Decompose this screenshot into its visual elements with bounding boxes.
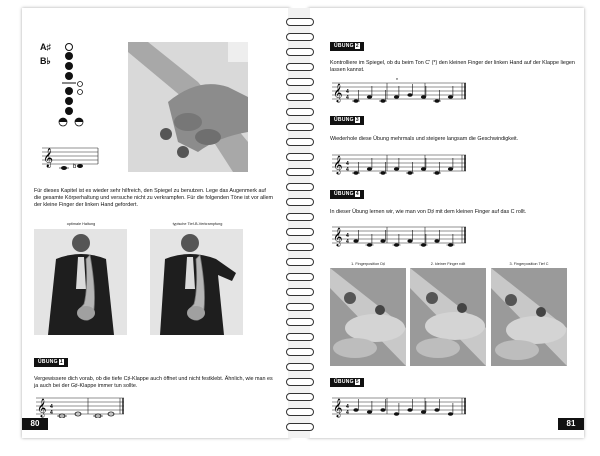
svg-text:4: 4 (346, 167, 349, 173)
svg-text:𝄞: 𝄞 (43, 148, 54, 168)
svg-text:4: 4 (346, 161, 349, 167)
binding-ring (286, 348, 314, 356)
page-number-right: 81 (558, 418, 584, 430)
binding-ring (286, 408, 314, 416)
binding-ring (286, 318, 314, 326)
svg-text:𝄞: 𝄞 (333, 398, 343, 417)
svg-text:b: b (73, 164, 77, 170)
svg-text:4: 4 (346, 404, 349, 410)
notation-low-notes (40, 142, 100, 170)
exercise-2-notation (330, 78, 470, 104)
svg-text:*: * (396, 78, 398, 84)
binding-ring (286, 138, 314, 146)
svg-text:𝄞: 𝄞 (333, 227, 343, 246)
photo-tense-posture (150, 229, 243, 335)
binding-ring (286, 93, 314, 101)
binding-ring (286, 363, 314, 371)
binding-ring (286, 123, 314, 131)
binding-ring (286, 243, 314, 251)
svg-text:4: 4 (346, 233, 349, 239)
key-3 (65, 72, 73, 80)
exercise-4-text: In dieser Übung lernen wir, wie man von D♯ mit dem kleinen Finger auf das C rollt. (330, 209, 527, 215)
exercise-3-text: Wiederhole diese Übung mehrmals und steigere langsam die Geschwindigkeit. (330, 136, 519, 142)
binding-ring (286, 18, 314, 26)
exercise-1-tag: ÜBUNG 1 (34, 358, 68, 367)
binding-ring (286, 108, 314, 116)
binding-ring (286, 333, 314, 341)
binding-ring (286, 213, 314, 221)
exercise-1-text: Vergewissere dich vorab, ob die tiefe C♯-Klappe auch öffnet und nicht festklebt. Ähnlich, wie man es ja auch bei der G♯-Klappe immer tun sollte. (34, 376, 273, 390)
svg-text:𝄞: 𝄞 (333, 155, 343, 174)
exercise-3-notation (330, 150, 470, 176)
svg-text:4: 4 (346, 89, 349, 95)
spine (288, 8, 310, 438)
binding-ring (286, 228, 314, 236)
photo-finger-position-2 (410, 268, 486, 366)
photo-hand-on-sax (128, 42, 248, 172)
key-1 (65, 52, 73, 60)
binding-ring (286, 168, 314, 176)
photo-finger-position-3 (491, 268, 567, 366)
binding-ring (286, 423, 314, 431)
key-4 (65, 87, 73, 95)
binding-ring (286, 303, 314, 311)
binding-ring (286, 153, 314, 161)
binding-ring (286, 393, 314, 401)
caption-optimal-posture: optimale Haltung (66, 222, 96, 226)
binding-ring (286, 258, 314, 266)
page-number-left: 80 (22, 418, 48, 430)
key-octave (66, 44, 73, 51)
svg-text:4: 4 (346, 410, 349, 416)
fingering-label-sharp: A♯ (40, 42, 51, 52)
intro-paragraph: Für dieses Kapitel ist es wieder sehr hilfreich, den Spiegel zu benutzen. Lege das Augenmerk auf die gesamte Körperhaltung und versuche nicht zu verkrampfen. Für die folgenden Töne ist vor allem der kleine Finger der linken Hand gefordert. (34, 188, 274, 209)
caption-position-1: 1. Fingerposition D♯ (351, 262, 385, 266)
binding-ring (286, 288, 314, 296)
binding-ring (286, 78, 314, 86)
photo-optimal-posture (34, 229, 127, 335)
svg-text:𝄞: 𝄞 (37, 398, 47, 417)
exercise-3-tag: ÜBUNG 3 (330, 116, 364, 125)
svg-text:4: 4 (346, 95, 349, 101)
binding-ring (286, 48, 314, 56)
binding-ring (286, 198, 314, 206)
caption-position-2: 2. kleiner Finger rollt (430, 262, 466, 266)
binding-ring (286, 273, 314, 281)
binding-ring (286, 183, 314, 191)
caption-position-3: 3. Fingerposition Tief C (509, 262, 549, 266)
binding-ring (286, 378, 314, 386)
svg-text:𝄞: 𝄞 (333, 83, 343, 102)
key-6 (65, 107, 73, 115)
exercise-4-notation (330, 222, 470, 248)
fingering-chart (56, 42, 86, 132)
exercise-4-tag: ÜBUNG 4 (330, 190, 364, 199)
caption-tense-posture: typische Tief-B-Verkrampfung (172, 222, 223, 226)
exercise-5-notation (330, 393, 470, 419)
key-5 (65, 97, 73, 105)
exercise-2-tag: ÜBUNG 2 (330, 42, 364, 51)
exercise-5-tag: ÜBUNG 5 (330, 378, 364, 387)
photo-finger-position-1 (330, 268, 406, 366)
exercise-2-text: Kontrolliere im Spiegel, ob du beim Ton C' (*) den kleinen Finger der linken Hand auf der Klappe liegen lassen kannst. (330, 60, 575, 74)
binding-ring (286, 63, 314, 71)
binding-ring (286, 33, 314, 41)
svg-text:4: 4 (50, 404, 53, 410)
fingering-label-flat: B♭ (40, 56, 51, 66)
exercise-1-notation (34, 394, 126, 418)
key-2 (65, 62, 73, 70)
svg-text:4: 4 (50, 410, 53, 416)
svg-text:4: 4 (346, 239, 349, 245)
